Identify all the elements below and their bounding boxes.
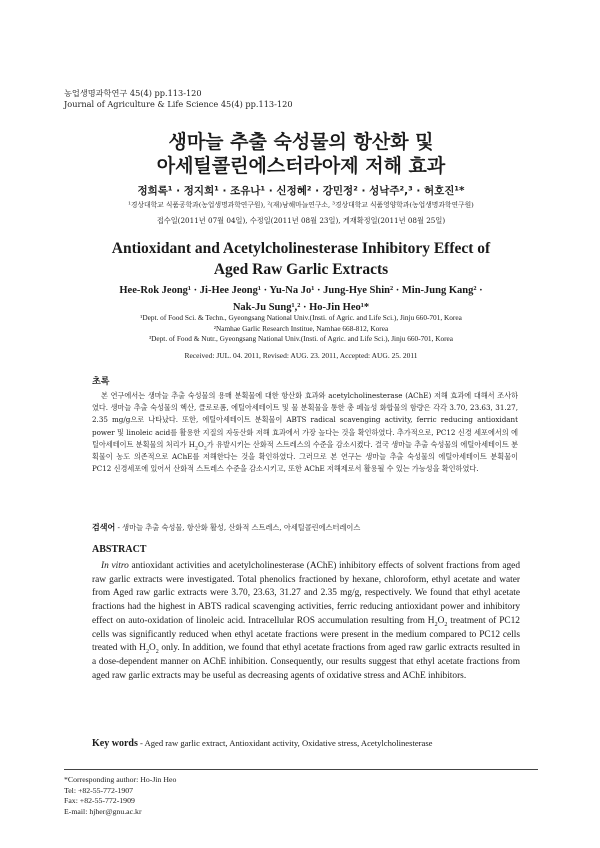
- title-english: [64, 238, 538, 280]
- authors-english: [64, 282, 538, 316]
- footnote-divider: [64, 769, 538, 770]
- dates-english: Received: JUL. 04. 2011, Revised: AUG. 23. 2011, Accepted: AUG. 25. 2011: [184, 351, 418, 360]
- journal-citation-en: Journal of Agriculture & Life Science 45(4) pp.113-120: [64, 99, 293, 109]
- authors-english-line2: Nak-Ju Sung¹,² · Ho-Jin Heo¹*: [232, 302, 370, 313]
- keywords-english-label: Key words: [92, 738, 138, 749]
- title-english-line1: Antioxidant and Acetylcholinesterase Inhibitory Effect of: [111, 240, 491, 257]
- keywords-korean: [92, 522, 522, 533]
- abstract-english-heading: ABSTRACT: [92, 544, 147, 555]
- corresponding-tel: Tel: +82-55-772-1907: [64, 785, 134, 795]
- affiliation-2: ²Namhae Garlic Research Institue, Namhae 668-812, Korea: [213, 323, 389, 333]
- abstract-korean-body: 본 연구에서는 생마늘 추출 숙성물의 용매 분획물에 대한 항산화 효과와 acetylcholinesterase (AChE) 저해 효과에 대해서 조사하였다. 생마늘 추출 숙성물의 헥산, 클로로폼, 에틸아세테이트 및 물 분획물을 통한 총 페놀성 화합물의 함량은 각각 3.70, 23.63, 31.27, 2.35 mg/g으로 나타났다. 또한, 에틸아세테이트 분획물이 ABTS radical scavenging activity, ferric reducing antioxidant power 및 linoleic acid를 활용한 지질의 자동산화 저해 효과에서 가장 높다는 것을 확인하였다. 추가적으로, PC12 신경 세포에서의 에틸아세테이트 분획물의 처리가 $H_2O_2$가 유발시키는 산화적 스트레스의 수준을 감소시켰다. 결국 생마늘 추출 숙성물의 에틸아세테이트 분획물이 농도 의존적으로 AChE를 저해한다는 것을 확인하였다. 그러므로 본 연구는 생마늘 추출 숙성물의 에틸아세테이트 분획물이 PC12 신경세포에 있어서 산화적 스트레스 수준을 감소시키고, 또한 AChE 저해제로서 활용될 수 있는 가능성을 확인하였다.: [92, 391, 518, 474]
- affiliations-english: [64, 313, 538, 345]
- title-korean-line2: 아세틸콜린에스터라아제 저해 효과: [156, 155, 446, 177]
- affiliations-korean: ¹경상대학교 식품공학과(농업생명과학연구원), ²(재)남해마늘연구소, ³경상대학교 식품영양학과(농업생명과학연구원): [128, 201, 474, 209]
- affiliation-3: ³Dept. of Food & Nutr., Gyeongsang National Univ.(Insti. of Agric. and Life Sci.), Jinju 660-701, Korea: [148, 334, 454, 343]
- corresponding-email: E-mail: hjher@gnu.ac.kr: [64, 806, 142, 816]
- keywords-english: [92, 738, 522, 749]
- affiliation-1: ¹Dept. of Food Sci. & Techn., Gyeongsang National Univ.(Insti. of Agric. and Life Sci.), Jinju 660-701, Korea: [140, 313, 462, 322]
- journal-header: [64, 88, 293, 110]
- corresponding-author: *Corresponding author: Ho-Jin Heo: [64, 775, 177, 784]
- title-korean-line1: 생마늘 추출 숙성물의 항산화 및: [168, 131, 434, 153]
- correspondence-footnote: [64, 775, 176, 817]
- authors-korean: 정희록¹ · 정지희¹ · 조유나¹ · 신정혜² · 강민정² · 성낙주²,³ · 허호진¹*: [137, 185, 465, 197]
- dates-korean: 접수일(2011년 07월 04일), 수정일(2011년 08월 23일), 게재확정일(2011년 08월 25일): [156, 216, 446, 225]
- authors-english-line1: Hee-Rok Jeong¹ · Ji-Hee Jeong¹ · Yu-Na Jo¹ · Jung-Hye Shin² · Min-Jung Kang² ·: [119, 285, 483, 296]
- corresponding-fax: Fax: +82-55-772-1909: [64, 796, 135, 805]
- title-korean: [64, 130, 538, 178]
- title-english-line2: Aged Raw Garlic Extracts: [213, 261, 389, 278]
- keywords-korean-list: - 생마늘 추출 숙성물, 항산화 활성, 산화적 스트레스, 아세틸콜린에스터레이스: [115, 523, 361, 532]
- keywords-english-list: - Aged raw garlic extract, Antioxidant activity, Oxidative stress, Acetylcholinesterase: [137, 738, 433, 748]
- abstract-english-body: In vitro antioxidant activities and acetylcholinesterase (AChE) inhibitory effects of solvent fractions from aged raw garlic extracts were investigated. Total phenolics fractioned by hexane, chloroform, ethyl acetate and water from Aged raw garlic extracts were 3.70, 23.63, 31.27 and 2.35 mg/g, respectively. We found that ethyl acetate fractions had the highest in ABTS radical scavenging activities, ferric reducing antioxidant power and inhibitory effect on auto-oxidation of linoleic acid. Intracellular ROS accumulation resulting from $H_2O_2$ treatment of PC12 cells was significantly reduced when ethyl acetate fractions were present in the medium compared to PC12 cells treated with $H_2O_2$ only. In addition, we found that ethyl acetate fractions from aged raw garlic extracts resulted in a dose-dependent manner on AChE inhibition. Consequently, our results suggest that ethyl acetate fractions from aged raw garlic extracts may be useful as decreasing agents of oxidative stress and AChE inhibitors.: [92, 561, 520, 681]
- abstract-korean-heading: 초록: [92, 377, 110, 387]
- journal-citation-kr: 농업생명과학연구 45(4) pp.113-120: [64, 88, 202, 98]
- keywords-korean-label: 검색어: [92, 523, 116, 532]
